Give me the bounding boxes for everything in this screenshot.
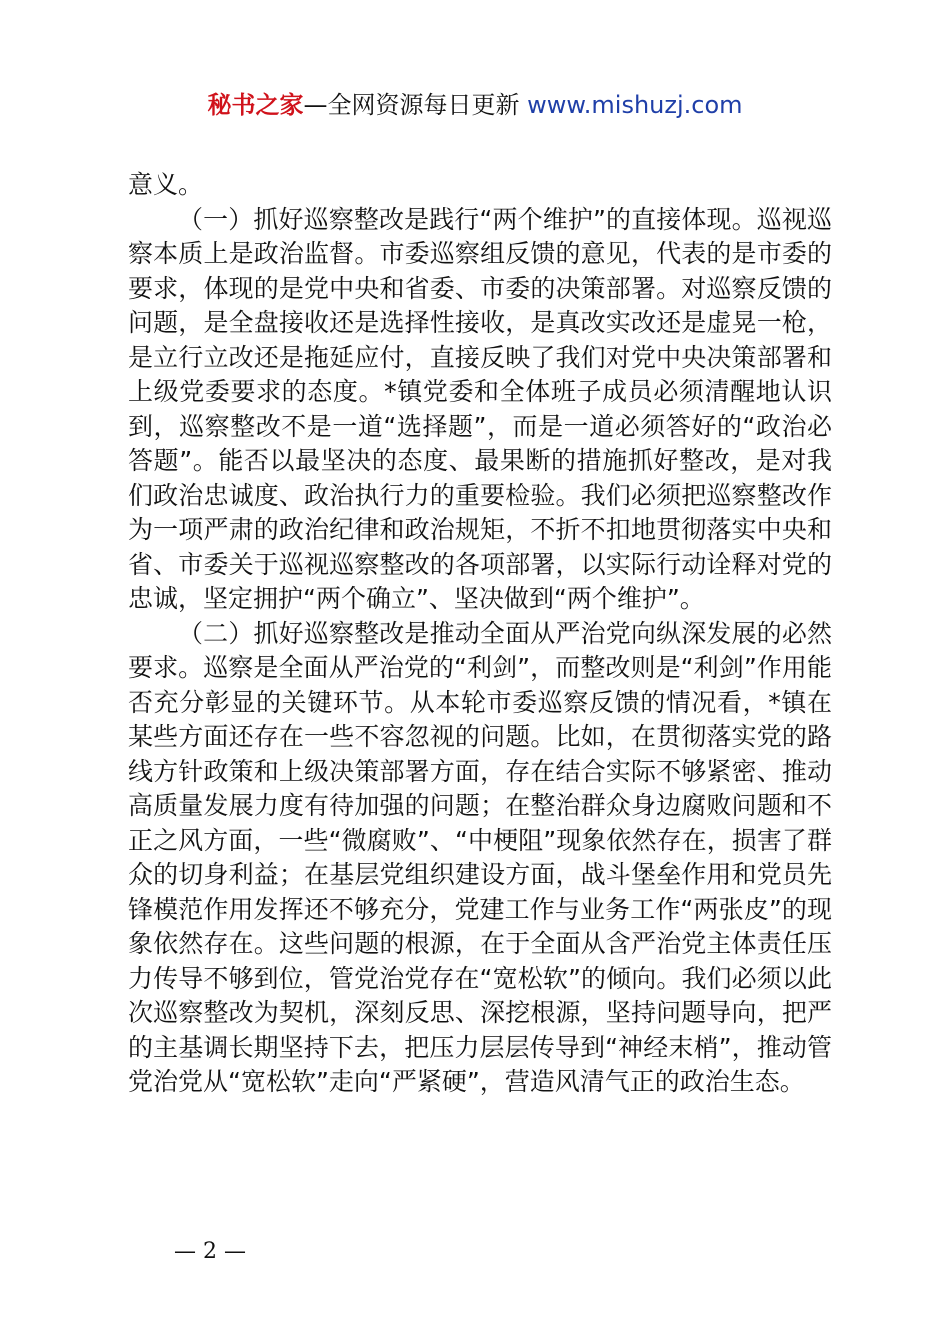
document-body [128,168,832,1100]
paragraph-section-one: （一）抓好巡察整改是践行“两个维护”的直接体现。巡视巡察本质上是政治监督。市委巡察组反馈的意见，代表的是市委的要求，体现的是党中央和省委、市委的决策部署。对巡察反馈的问题，是全盘接收还是选择性接收，是真改实改还是虚晃一枪，是立行立改还是拖延应付，直接反映了我们对党中央决策部署和上级党委要求的态度。*镇党委和全体班子成员必须清醒地认识到，巡察整改不是一道“选择题”，而是一道必须答好的“政治必答题”。能否以最坚决的态度、最果断的措施抓好整改，是对我们政治忠诚度、政治执行力的重要检验。我们必须把巡察整改作为一项严肃的政治纪律和政治规矩，不折不扣地贯彻落实中央和省、市委关于巡视巡察整改的各项部署，以实际行动诠释对党的忠诚，坚定拥护“两个确立”、坚决做到“两个维护”。 [128,204,832,613]
site-url[interactable]: www.mishuzj.com [527,91,743,119]
page-number: — 2 — [174,1239,246,1264]
paragraph-section-two: （二）抓好巡察整改是推动全面从严治党向纵深发展的必然要求。巡察是全面从严治党的“利剑”，而整改则是“利剑”作用能否充分彰显的关键环节。从本轮市委巡察反馈的情况看，*镇在某些方面还存在一些不容忽视的问题。比如，在贯彻落实党的路线方针政策和上级决策部署方面，存在结合实际不够紧密、推动高质量发展力度有待加强的问题；在整治群众身边腐败问题和不正之风方面，一些“微腐败”、“中梗阻”现象依然存在，损害了群众的切身利益；在基层党组织建设方面，战斗堡垒作用和党员先锋模范作用发挥还不够充分，党建工作与业务工作“两张皮”的现象依然存在。这些问题的根源，在于全面从含严治党主体责任压力传导不够到位，管党治党存在“宽松软”的倾向。我们必须以此次巡察整改为契机，深刻反思、深挖根源，坚持问题导向，把严的主基调长期坚持下去，把压力层层传导到“神经末梢”，推动管党治党从“宽松软”走向“严紧硬”，营造风清气正的政治生态。 [128,618,832,1096]
header-tagline: —全网资源每日更新 [303,91,528,119]
brand-name: 秘书之家 [207,91,304,119]
site-header [0,88,950,122]
paragraph-continuation: 意义。 [128,170,204,199]
